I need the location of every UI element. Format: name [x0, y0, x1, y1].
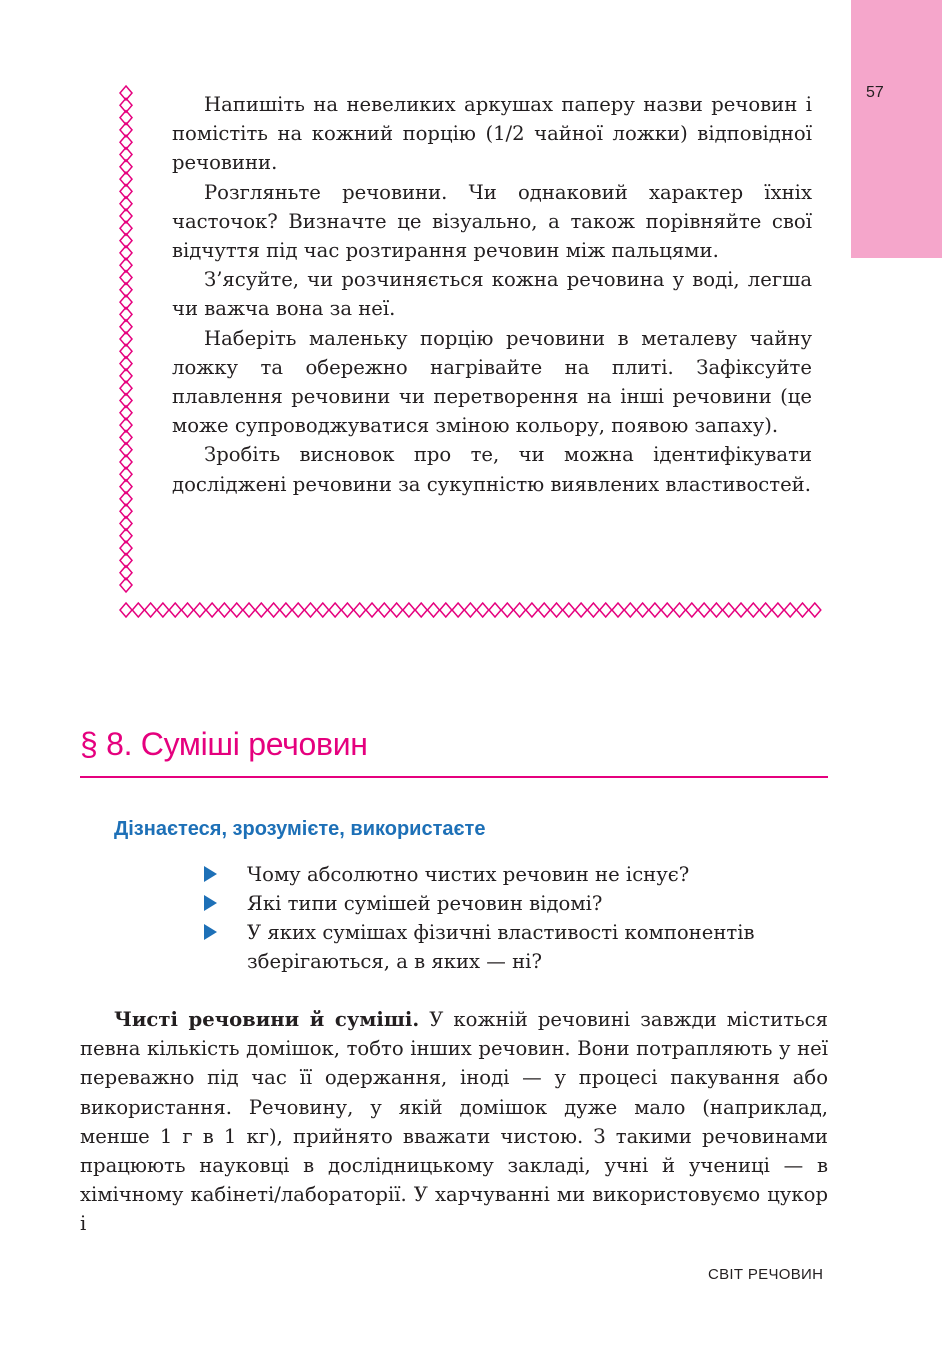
lab-activity-box — [118, 84, 830, 618]
triangle-bullet-icon — [204, 924, 217, 940]
diamond-ornament — [268, 603, 280, 617]
diamond-ornament — [735, 603, 747, 617]
diamond-ornament — [440, 603, 452, 617]
diamond-ornament — [341, 603, 353, 617]
page-tab — [851, 0, 942, 258]
diamond-ornament — [292, 603, 304, 617]
diamond-ornament — [772, 603, 784, 617]
diamond-ornament — [182, 603, 194, 617]
question-text: Які типи сумішей речовин відомі? — [247, 892, 603, 915]
diamond-ornament — [169, 603, 181, 617]
diamond-ornament — [575, 603, 587, 617]
diamond-ornament — [760, 603, 772, 617]
diamond-ornament — [218, 603, 230, 617]
diamond-ornament — [464, 603, 476, 617]
diamond-ornament — [145, 603, 157, 617]
body-lead: Чисті речовини й суміші. — [114, 1008, 420, 1031]
diamond-ornament — [477, 603, 489, 617]
lab-text — [172, 90, 812, 499]
diamond-ornament — [305, 603, 317, 617]
diamond-ornament — [391, 603, 403, 617]
diamond-ornament — [587, 603, 599, 617]
question-list — [204, 860, 804, 976]
question-text: У яких сумішах фізичні властивості компонентів зберігаються, а в яких — ні? — [247, 921, 755, 973]
diamond-ornament — [551, 603, 563, 617]
diamond-ornament — [317, 603, 329, 617]
triangle-bullet-icon — [204, 895, 217, 911]
diamond-ornament — [452, 603, 464, 617]
diamond-ornament — [686, 603, 698, 617]
triangle-bullet-icon — [204, 866, 217, 882]
diamond-ornament — [378, 603, 390, 617]
diamond-ornament — [231, 603, 243, 617]
lab-paragraph: Зробіть висновок про те, чи можна ідентифікувати досліджені речовини за сукупністю виявлених властивостей. — [172, 443, 812, 496]
footer-title: СВІТ РЕЧОВИН — [708, 1266, 824, 1283]
diamond-ornament — [612, 603, 624, 617]
page-number: 57 — [866, 84, 884, 101]
diamond-ornament — [514, 603, 526, 617]
diamond-ornament — [194, 603, 206, 617]
diamond-ornament — [784, 603, 796, 617]
question-item — [204, 889, 804, 918]
diamond-ornament — [132, 603, 144, 617]
diamond-ornament — [563, 603, 575, 617]
lab-paragraph: Напишіть на невеликих аркушах паперу назви речовин і помістіть на кожний порцію (1/2 чайної ложки) відповідної речовини. — [172, 93, 812, 175]
diamond-ornament — [489, 603, 501, 617]
section-divider — [80, 776, 828, 778]
diamond-ornament — [280, 603, 292, 617]
diamond-ornament — [526, 603, 538, 617]
diamond-ornament — [329, 603, 341, 617]
diamond-ornament — [501, 603, 513, 617]
diamond-ornament — [797, 603, 809, 617]
section-title: § 8. Суміші речовин — [80, 726, 368, 762]
diamond-ornament — [366, 603, 378, 617]
lab-paragraph: З’ясуйте, чи розчиняється кожна речовина у воді, легша чи важча вона за неї. — [172, 268, 812, 321]
diamond-ornament — [157, 603, 169, 617]
diamond-ornament — [747, 603, 759, 617]
diamond-ornament — [723, 603, 735, 617]
diamond-ornament — [428, 603, 440, 617]
diamond-ornament — [624, 603, 636, 617]
body-paragraph — [80, 1005, 828, 1239]
diamond-ornament — [243, 603, 255, 617]
diamond-ornament — [403, 603, 415, 617]
question-item — [204, 918, 804, 976]
diamond-ornament — [637, 603, 649, 617]
diamond-ornament — [649, 603, 661, 617]
diamond-ornament — [809, 603, 821, 617]
diamond-ornament — [538, 603, 550, 617]
lab-paragraph: Наберіть маленьку порцію речовини в металеву чайну ложку та обережно нагрівайте на плиті. Зафіксуйте плавлення речовини чи перетворення на інші речовини (це може супроводжуватися зміною кольору, появою запаху). — [172, 326, 812, 438]
lab-paragraph: Розгляньте речовини. Чи однаковий характер їхніх часточок? Визначте це візуально, а також порівняйте свої відчуття під час розтирання речовин між пальцями. — [172, 180, 812, 263]
diamond-ornament — [206, 603, 218, 617]
diamond-ornament — [354, 603, 366, 617]
diamond-ornament — [255, 603, 267, 617]
question-item — [204, 860, 804, 889]
diamond-ornament — [710, 603, 722, 617]
diamond-ornament — [698, 603, 710, 617]
question-text: Чому абсолютно чистих речовин не існує? — [247, 863, 690, 886]
learn-heading: Дізнаєтеся, зрозумієте, використаєте — [114, 818, 486, 840]
body-text: У кожній речовині завжди міститься певна кількість домішок, тобто інших речовин. Вони потрапляють у неї переважно під час її одержання, іноді — у процесі пакування або використання. Речовину, у якій домішок дуже мало (наприклад, менше 1 г в 1 кг), прийнято вважати чистою. З такими речовинами працюють науковці в дослідницькому закладі, учні й учениці — в хімічному кабінеті/лабораторії. У харчуванні ми використовуємо цукор і — [80, 1008, 828, 1236]
diamond-ornament — [415, 603, 427, 617]
diamond-ornament — [661, 603, 673, 617]
diamond-ornament — [120, 603, 132, 617]
diamond-ornament — [674, 603, 686, 617]
diamond-ornament — [600, 603, 612, 617]
